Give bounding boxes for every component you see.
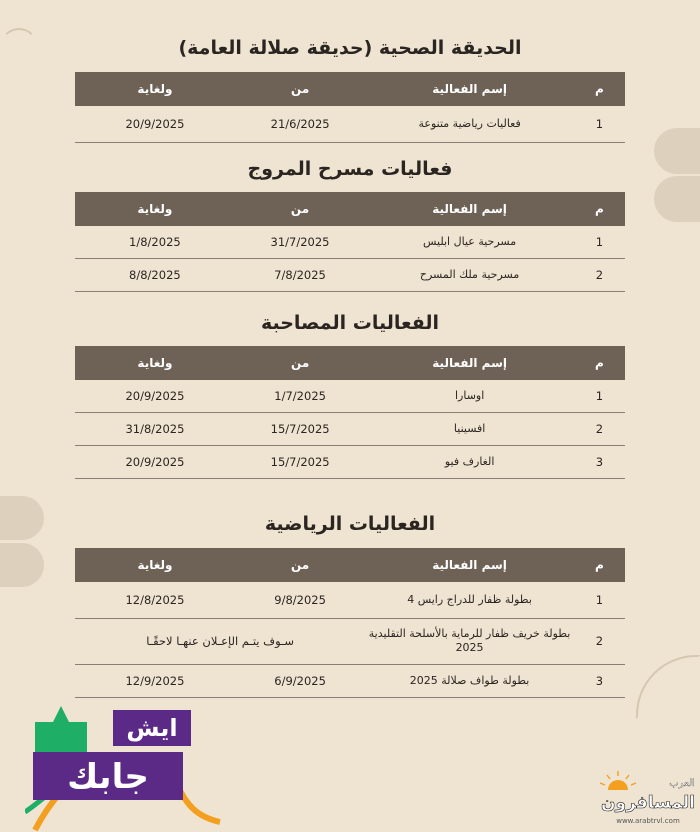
row-from-date: 6/9/2025 — [235, 664, 365, 697]
table-row — [75, 446, 625, 479]
table-row — [75, 618, 625, 664]
row-merged-note: سـوف يتـم الإعـلان عنهـا لاحقًـا — [75, 618, 365, 664]
section-title: الحديقة الصحية (حديقة صلالة العامة) — [178, 37, 522, 59]
row-to-date: 20/9/2025 — [75, 446, 235, 479]
row-from-date: 31/7/2025 — [235, 226, 366, 259]
col-header-to: ولغاية — [75, 192, 235, 226]
row-from-date: 15/7/2025 — [235, 413, 365, 446]
row-num: 3 — [574, 664, 625, 697]
row-event-name: افسينيا — [365, 413, 574, 446]
row-to-date: 12/9/2025 — [75, 664, 235, 697]
watermark-logo — [596, 768, 696, 828]
row-num: 1 — [574, 226, 625, 259]
col-header-from: من — [235, 192, 366, 226]
section-title: فعاليات مسرح المروج — [247, 158, 453, 180]
watermark-url: www.arabtrvl.com — [616, 817, 680, 825]
events-table — [75, 72, 625, 143]
row-num: 2 — [574, 259, 625, 292]
section-title: الفعاليات الرياضية — [264, 513, 436, 535]
row-num: 2 — [574, 413, 625, 446]
row-num: 1 — [574, 380, 625, 413]
row-event-name: مسرحية ملك المسرح — [365, 259, 574, 292]
table-row — [75, 413, 625, 446]
row-to-date: 20/9/2025 — [75, 106, 235, 142]
row-event-name: بطولة ظفار للدراج رايس 4 — [365, 582, 574, 618]
col-header-from: من — [235, 72, 365, 106]
row-from-date: 21/6/2025 — [235, 106, 365, 142]
row-to-date: 31/8/2025 — [75, 413, 235, 446]
decorative-arc — [0, 28, 38, 66]
col-header-num: م — [574, 72, 625, 106]
decorative-half-circle — [654, 176, 700, 222]
row-from-date: 1/7/2025 — [235, 380, 365, 413]
row-num: 1 — [574, 106, 625, 142]
row-event-name: فعاليات رياضية متنوعة — [365, 106, 574, 142]
table-row — [75, 226, 625, 259]
row-to-date: 1/8/2025 — [75, 226, 235, 259]
decorative-half-circle — [654, 128, 700, 174]
event-logo — [25, 702, 225, 832]
col-header-to: ولغاية — [75, 548, 235, 582]
decorative-arc — [636, 655, 700, 719]
table-row — [75, 664, 625, 697]
decorative-half-circle — [0, 543, 44, 587]
col-header-from: من — [235, 548, 365, 582]
row-event-name: بطولة خريف ظفار للرماية بالأسلحة التقليدية 2025 — [365, 618, 574, 664]
row-event-name: اوسارا — [365, 380, 574, 413]
row-to-date: 8/8/2025 — [75, 259, 235, 292]
events-table — [75, 548, 625, 698]
col-header-num: م — [574, 346, 625, 380]
row-from-date: 7/8/2025 — [235, 259, 366, 292]
row-event-name: الغارف فيو — [365, 446, 574, 479]
table-row — [75, 106, 625, 142]
table-row — [75, 259, 625, 292]
col-header-to: ولغاية — [75, 346, 235, 380]
events-table — [75, 346, 625, 479]
row-to-date: 20/9/2025 — [75, 380, 235, 413]
col-header-name: إسم الفعالية — [365, 346, 574, 380]
row-num: 1 — [574, 582, 625, 618]
row-num: 2 — [574, 618, 625, 664]
row-num: 3 — [574, 446, 625, 479]
col-header-num: م — [574, 548, 625, 582]
table-row — [75, 380, 625, 413]
decorative-half-circle — [0, 496, 44, 540]
col-header-from: من — [235, 346, 365, 380]
table-row — [75, 582, 625, 618]
watermark-site: المسافرون — [600, 793, 696, 813]
col-header-name: إسم الفعالية — [365, 192, 574, 226]
col-header-num: م — [574, 192, 625, 226]
row-from-date: 15/7/2025 — [235, 446, 365, 479]
row-to-date: 12/8/2025 — [75, 582, 235, 618]
watermark-tag: العرب — [669, 778, 695, 789]
col-header-to: ولغاية — [75, 72, 235, 106]
logo-text-top: ايش — [126, 714, 178, 742]
logo-text-bottom: جابك — [67, 757, 149, 797]
row-from-date: 9/8/2025 — [235, 582, 365, 618]
row-event-name: مسرحية عيال ابليس — [365, 226, 574, 259]
row-event-name: بطولة طواف صلالة 2025 — [365, 664, 574, 697]
col-header-name: إسم الفعالية — [365, 548, 574, 582]
col-header-name: إسم الفعالية — [365, 72, 574, 106]
section-title: الفعاليات المصاحبة — [260, 312, 440, 334]
events-table — [75, 192, 625, 292]
